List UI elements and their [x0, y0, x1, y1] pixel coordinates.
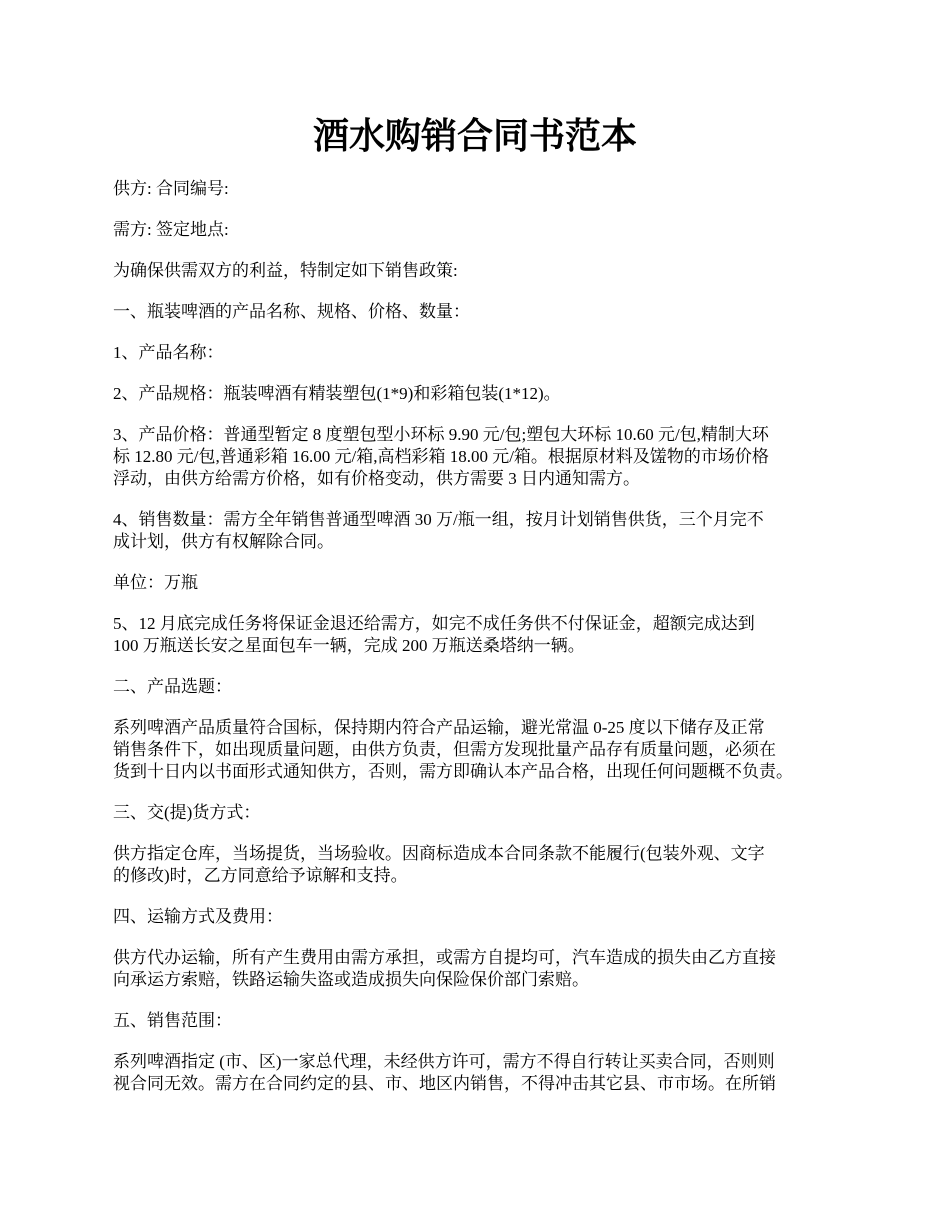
document-paragraph — [113, 424, 873, 490]
paragraph-line: 销售条件下，如出现质量问题，由供方负责，但需方发现批量产品存有质量问题，必须在 — [113, 740, 776, 759]
paragraph-line: 供方代办运输，所有产生费用由需方承担，或需方自提均可，汽车造成的损失由乙方直接 — [113, 948, 776, 967]
paragraph-line: 四、运输方式及费用： — [113, 907, 283, 926]
document-paragraph — [113, 509, 873, 553]
paragraph-line: 三、交(提)货方式： — [113, 803, 261, 822]
document-paragraph — [113, 572, 873, 594]
document-title: 酒水购销合同书范本 — [312, 116, 637, 156]
document-paragraph — [113, 947, 873, 991]
document-paragraph — [113, 613, 873, 657]
paragraph-line: 5、12 月底完成任务将保证金退还给需方，如完不成任务供不付保证金，超额完成达到 — [113, 614, 755, 633]
document-paragraph — [113, 219, 873, 241]
paragraph-line: 一、瓶装啤酒的产品名称、规格、价格、数量： — [113, 302, 470, 321]
paragraph-line: 视合同无效。需方在合同约定的县、市、地区内销售，不得冲击其它县、市市场。在所销 — [113, 1074, 776, 1093]
paragraph-line: 货到十日内以书面形式通知供方，否则，需方即确认本产品合格，出现任何问题概不负责。 — [113, 762, 793, 781]
document-paragraph — [113, 260, 873, 282]
document-paragraph — [113, 178, 873, 200]
document-paragraph — [113, 1051, 873, 1095]
paragraph-line: 的修改)时，乙方同意给予谅解和支持。 — [113, 866, 408, 885]
document-paragraph — [113, 383, 873, 405]
document-paragraph — [113, 843, 873, 887]
paragraph-line: 系列啤酒指定 (市、区)一家总代理，未经供方许可，需方不得自行转让买卖合同，否则则 — [113, 1052, 775, 1071]
document-paragraph — [113, 906, 873, 928]
paragraph-line: 系列啤酒产品质量符合国标，保持期内符合产品运输，避光常温 0-25 度以下储存及正常 — [113, 718, 765, 737]
document-paragraph — [113, 802, 873, 824]
paragraph-line: 单位：万瓶 — [113, 573, 198, 592]
document-paragraph — [113, 717, 873, 783]
paragraph-line: 标 12.80 元/包,普通彩箱 16.00 元/箱,高档彩箱 18.00 元/箱。根据原材料及馐物的市场价格 — [113, 447, 769, 466]
document-paragraph — [113, 676, 873, 698]
paragraph-line: 4、销售数量：需方全年销售普通型啤酒 30 万/瓶一组，按月计划销售供货，三个月完不 — [113, 510, 764, 529]
paragraph-line: 五、销售范围： — [113, 1011, 232, 1030]
paragraph-line: 浮动，由供方给需方价格，如有价格变动，供方需要 3 日内通知需方。 — [113, 469, 640, 488]
paragraph-line: 供方指定仓库，当场提货，当场验收。因商标造成本合同条款不能履行(包装外观、文字 — [113, 844, 765, 863]
paragraph-line: 2、产品规格：瓶装啤酒有精装塑包(1*9)和彩箱包装(1*12)。 — [113, 384, 561, 403]
paragraph-line: 1、产品名称： — [113, 343, 224, 362]
paragraph-line: 为确保供需双方的利益，特制定如下销售政策: — [113, 261, 458, 280]
document-paragraph — [113, 301, 873, 323]
paragraph-line: 需方: 签定地点: — [113, 220, 229, 239]
document-paragraph — [113, 342, 873, 364]
paragraph-line: 供方: 合同编号: — [113, 179, 229, 198]
paragraph-line: 二、产品选题： — [113, 677, 232, 696]
paragraph-line: 100 万瓶送长安之星面包车一辆，完成 200 万瓶送桑塔纳一辆。 — [113, 636, 585, 655]
paragraph-line: 向承运方索赔，铁路运输失盗或造成损失向保险保价部门索赔。 — [113, 970, 589, 989]
document-body — [113, 178, 873, 1114]
paragraph-line: 成计划，供方有权解除合同。 — [113, 532, 334, 551]
document-paragraph — [113, 1010, 873, 1032]
paragraph-line: 3、产品价格：普通型暂定 8 度塑包型小环标 9.90 元/包;塑包大环标 10.60 元/包,精制大环 — [113, 425, 769, 444]
